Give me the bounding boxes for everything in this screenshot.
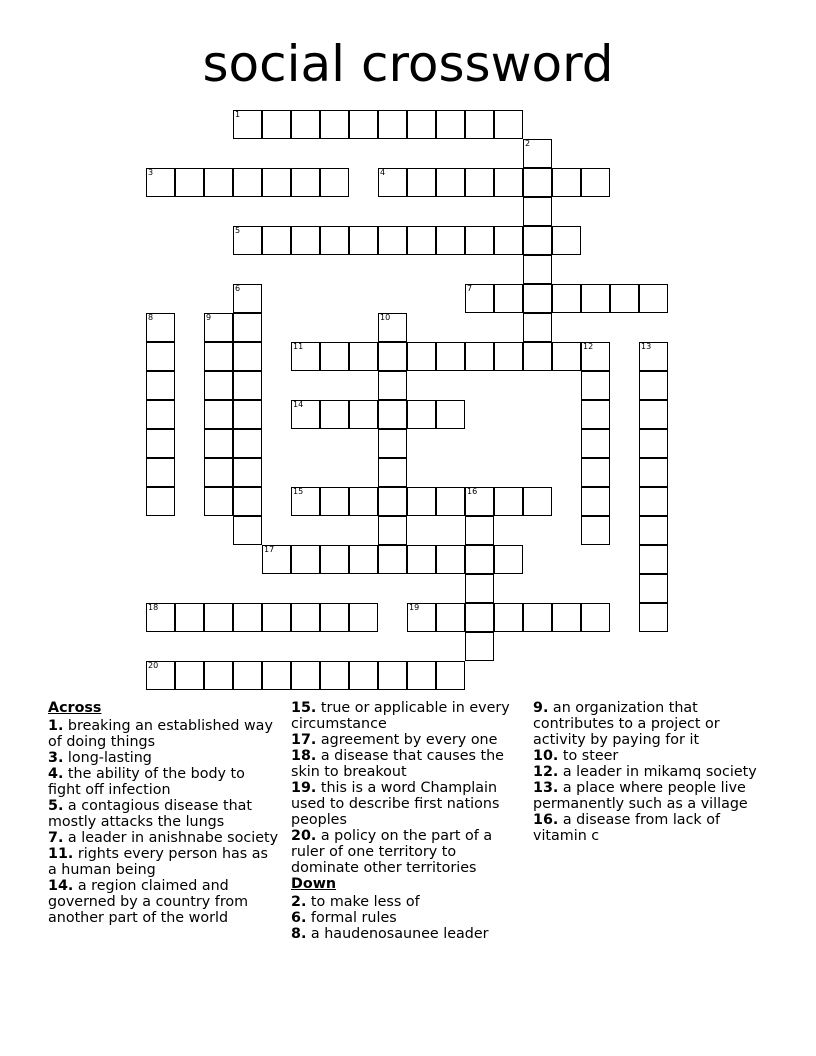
grid-cell[interactable] [610, 284, 639, 313]
grid-cell[interactable] [146, 661, 175, 690]
grid-cell[interactable] [523, 342, 552, 371]
grid-cell[interactable] [378, 226, 407, 255]
clue-text: true or applicable in every circumstance [291, 700, 510, 732]
cell-number: 15 [293, 487, 304, 496]
grid-cell[interactable] [465, 342, 494, 371]
across-clue [291, 780, 523, 828]
grid-cell[interactable] [523, 139, 552, 168]
grid-cell[interactable] [436, 226, 465, 255]
across-clue [291, 828, 523, 876]
clue-text: a region claimed and governed by a country from another part of the world [48, 878, 249, 926]
grid-cell[interactable] [523, 255, 552, 284]
cell-number: 17 [264, 545, 275, 554]
grid-cell[interactable] [639, 574, 668, 603]
grid-cell[interactable] [552, 226, 581, 255]
clue-text: a leader in anishnabe society [63, 830, 279, 846]
grid-cell[interactable] [639, 603, 668, 632]
cell-number: 18 [148, 603, 159, 612]
grid-cell[interactable] [291, 226, 320, 255]
puzzle-title: social crossword [202, 35, 614, 93]
grid-cell[interactable] [465, 545, 494, 574]
grid-cell[interactable] [465, 574, 494, 603]
grid-cell[interactable] [494, 284, 523, 313]
grid-cell[interactable] [204, 661, 233, 690]
down-clue [533, 700, 769, 748]
clue-number: 2. [291, 894, 307, 910]
clue-text: agreement by every one [316, 732, 498, 748]
grid-cell[interactable] [552, 168, 581, 197]
grid-cell[interactable] [378, 545, 407, 574]
grid-cell[interactable] [204, 429, 233, 458]
grid-cell[interactable] [378, 458, 407, 487]
across-clue [48, 830, 280, 846]
clue-number: 17. [291, 732, 317, 748]
grid-cell[interactable] [204, 603, 233, 632]
grid-cell[interactable] [581, 342, 610, 371]
clue-text: a policy on the part of a ruler of one territory to dominate other territories [291, 828, 493, 876]
grid-cell[interactable] [262, 603, 291, 632]
down-clue [533, 764, 769, 780]
clue-number: 13. [533, 780, 559, 796]
grid-cell[interactable] [233, 603, 262, 632]
cell-number: 11 [293, 342, 304, 351]
grid-cell[interactable] [436, 342, 465, 371]
across-clue [48, 878, 280, 926]
clue-text: to make less of [306, 894, 420, 910]
grid-cell[interactable] [523, 197, 552, 226]
clue-number: 4. [48, 766, 64, 782]
cell-number: 14 [293, 400, 304, 409]
grid-cell[interactable] [639, 342, 668, 371]
cell-number: 7 [467, 284, 473, 293]
clues-column-1 [48, 700, 280, 926]
clue-text: a leader in mikamq society [558, 764, 757, 780]
grid-cell[interactable] [436, 168, 465, 197]
clue-text: a haudenosaunee leader [306, 926, 489, 942]
grid-cell[interactable] [639, 545, 668, 574]
grid-cell[interactable] [523, 284, 552, 313]
grid-cell[interactable] [320, 661, 349, 690]
grid-cell[interactable] [639, 487, 668, 516]
grid-cell[interactable] [349, 226, 378, 255]
across-clue [48, 766, 280, 798]
grid-cell[interactable] [465, 284, 494, 313]
grid-cell[interactable] [233, 487, 262, 516]
grid-cell[interactable] [523, 487, 552, 516]
grid-cell[interactable] [349, 342, 378, 371]
clue-text: to steer [558, 748, 619, 764]
grid-cell[interactable] [639, 516, 668, 545]
grid-cell[interactable] [436, 661, 465, 690]
grid-cell[interactable] [581, 603, 610, 632]
grid-cell[interactable] [407, 603, 436, 632]
grid-cell[interactable] [465, 487, 494, 516]
grid-cell[interactable] [146, 458, 175, 487]
grid-cell[interactable] [175, 603, 204, 632]
grid-cell[interactable] [436, 110, 465, 139]
grid-cell[interactable] [523, 168, 552, 197]
grid-cell[interactable] [523, 603, 552, 632]
grid-cell[interactable] [175, 661, 204, 690]
grid-cell[interactable] [262, 110, 291, 139]
grid-cell[interactable] [436, 603, 465, 632]
across-heading: Across [48, 700, 102, 716]
grid-cell[interactable] [291, 661, 320, 690]
across-clue [291, 748, 523, 780]
grid-cell[interactable] [465, 632, 494, 661]
grid-cell[interactable] [581, 516, 610, 545]
clues-column-3 [533, 700, 769, 844]
grid-cell[interactable] [204, 458, 233, 487]
grid-cell[interactable] [320, 168, 349, 197]
clue-number: 20. [291, 828, 317, 844]
down-clue [533, 748, 769, 764]
grid-cell[interactable] [494, 342, 523, 371]
clue-number: 7. [48, 830, 64, 846]
grid-cell[interactable] [639, 371, 668, 400]
grid-cell[interactable] [291, 342, 320, 371]
grid-cell[interactable] [262, 545, 291, 574]
clue-number: 3. [48, 750, 64, 766]
grid-cell[interactable] [146, 603, 175, 632]
grid-cell[interactable] [233, 226, 262, 255]
grid-cell[interactable] [204, 168, 233, 197]
grid-cell[interactable] [233, 342, 262, 371]
grid-cell[interactable] [552, 342, 581, 371]
grid-cell[interactable] [552, 284, 581, 313]
clue-number: 18. [291, 748, 317, 764]
grid-cell[interactable] [146, 342, 175, 371]
grid-cell[interactable] [146, 487, 175, 516]
clue-text: the ability of the body to fight off infection [48, 766, 245, 798]
grid-cell[interactable] [407, 226, 436, 255]
grid-cell[interactable] [349, 661, 378, 690]
across-clue [291, 700, 523, 732]
grid-cell[interactable] [320, 545, 349, 574]
grid-cell[interactable] [494, 487, 523, 516]
grid-cell[interactable] [378, 400, 407, 429]
grid-cell[interactable] [407, 545, 436, 574]
grid-cell[interactable] [639, 429, 668, 458]
grid-cell[interactable] [349, 545, 378, 574]
grid-cell[interactable] [494, 226, 523, 255]
cell-number: 4 [380, 168, 386, 177]
clue-number: 19. [291, 780, 317, 796]
cell-number: 12 [583, 342, 594, 351]
clue-text: a disease from lack of vitamin c [533, 812, 721, 844]
clue-text: rights every person has as a human being [48, 846, 268, 878]
grid-cell[interactable] [146, 371, 175, 400]
grid-cell[interactable] [349, 603, 378, 632]
grid-cell[interactable] [204, 400, 233, 429]
cell-number: 19 [409, 603, 420, 612]
clue-number: 15. [291, 700, 317, 716]
grid-cell[interactable] [204, 487, 233, 516]
grid-cell[interactable] [146, 168, 175, 197]
cell-number: 1 [235, 110, 241, 119]
grid-cell[interactable] [523, 313, 552, 342]
grid-cell[interactable] [407, 400, 436, 429]
grid-cell[interactable] [378, 516, 407, 545]
clue-number: 12. [533, 764, 559, 780]
grid-cell[interactable] [262, 168, 291, 197]
cell-number: 16 [467, 487, 478, 496]
grid-cell[interactable] [378, 313, 407, 342]
grid-cell[interactable] [494, 110, 523, 139]
grid-cell[interactable] [204, 371, 233, 400]
grid-cell[interactable] [581, 168, 610, 197]
grid-cell[interactable] [349, 400, 378, 429]
grid-cell[interactable] [407, 110, 436, 139]
clue-text: a contagious disease that mostly attacks the lungs [48, 798, 253, 830]
across-clue [48, 846, 280, 878]
grid-cell[interactable] [262, 226, 291, 255]
grid-cell[interactable] [320, 226, 349, 255]
clue-number: 14. [48, 878, 74, 894]
grid-cell[interactable] [465, 603, 494, 632]
grid-cell[interactable] [146, 429, 175, 458]
grid-cell[interactable] [291, 168, 320, 197]
grid-cell[interactable] [233, 371, 262, 400]
grid-cell[interactable] [465, 516, 494, 545]
grid-cell[interactable] [291, 400, 320, 429]
grid-cell[interactable] [146, 400, 175, 429]
grid-cell[interactable] [233, 313, 262, 342]
grid-cell[interactable] [436, 487, 465, 516]
grid-cell[interactable] [349, 110, 378, 139]
grid-cell[interactable] [378, 168, 407, 197]
grid-cell[interactable] [291, 603, 320, 632]
grid-cell[interactable] [175, 168, 204, 197]
grid-cell[interactable] [581, 458, 610, 487]
clue-text: an organization that contributes to a project or activity by paying for it [533, 700, 720, 748]
grid-cell[interactable] [233, 400, 262, 429]
cell-number: 20 [148, 661, 159, 670]
grid-cell[interactable] [378, 487, 407, 516]
grid-cell[interactable] [291, 545, 320, 574]
grid-cell[interactable] [233, 284, 262, 313]
cell-number: 13 [641, 342, 652, 351]
grid-cell[interactable] [204, 342, 233, 371]
down-clue [291, 894, 523, 910]
grid-cell[interactable] [494, 603, 523, 632]
grid-cell[interactable] [233, 110, 262, 139]
grid-cell[interactable] [378, 342, 407, 371]
grid-cell[interactable] [494, 545, 523, 574]
clue-text: formal rules [306, 910, 397, 926]
clues-column-2 [291, 700, 523, 942]
clue-number: 1. [48, 718, 64, 734]
clue-number: 16. [533, 812, 559, 828]
grid-cell[interactable] [494, 168, 523, 197]
clue-number: 9. [533, 700, 549, 716]
grid-cell[interactable] [349, 487, 378, 516]
grid-cell[interactable] [204, 313, 233, 342]
cell-number: 10 [380, 313, 391, 322]
grid-cell[interactable] [262, 661, 291, 690]
clue-number: 11. [48, 846, 74, 862]
down-clue [533, 812, 769, 844]
grid-cell[interactable] [378, 110, 407, 139]
grid-cell[interactable] [233, 429, 262, 458]
grid-cell[interactable] [639, 284, 668, 313]
grid-cell[interactable] [233, 661, 262, 690]
grid-cell[interactable] [378, 371, 407, 400]
grid-cell[interactable] [378, 429, 407, 458]
clue-text: long-lasting [63, 750, 152, 766]
down-clue [533, 780, 769, 812]
clue-text: a disease that causes the skin to breakout [291, 748, 504, 780]
down-clue [291, 926, 523, 942]
grid-cell[interactable] [233, 458, 262, 487]
grid-cell[interactable] [639, 400, 668, 429]
grid-cell[interactable] [581, 429, 610, 458]
clue-text: this is a word Champlain used to describe first nations peoples [291, 780, 500, 828]
down-heading: Down [291, 876, 337, 892]
across-clue [48, 798, 280, 830]
grid-cell[interactable] [581, 284, 610, 313]
grid-cell[interactable] [407, 342, 436, 371]
grid-cell[interactable] [436, 545, 465, 574]
grid-cell[interactable] [581, 400, 610, 429]
grid-cell[interactable] [320, 110, 349, 139]
grid-cell[interactable] [320, 487, 349, 516]
across-clue [48, 718, 280, 750]
grid-cell[interactable] [465, 168, 494, 197]
grid-cell[interactable] [581, 487, 610, 516]
grid-cell[interactable] [291, 110, 320, 139]
grid-cell[interactable] [291, 487, 320, 516]
across-clue [48, 750, 280, 766]
clue-text: breaking an established way of doing things [48, 718, 273, 750]
grid-cell[interactable] [581, 371, 610, 400]
cell-number: 2 [525, 139, 531, 148]
grid-cell[interactable] [465, 110, 494, 139]
grid-cell[interactable] [407, 661, 436, 690]
grid-cell[interactable] [320, 603, 349, 632]
grid-cell[interactable] [146, 313, 175, 342]
cell-number: 5 [235, 226, 241, 235]
grid-cell[interactable] [523, 226, 552, 255]
grid-cell[interactable] [552, 603, 581, 632]
across-clue [291, 732, 523, 748]
grid-cell[interactable] [233, 168, 262, 197]
grid-cell[interactable] [407, 487, 436, 516]
cell-number: 8 [148, 313, 154, 322]
clue-number: 5. [48, 798, 64, 814]
grid-cell[interactable] [320, 400, 349, 429]
grid-cell[interactable] [378, 661, 407, 690]
clue-number: 10. [533, 748, 559, 764]
grid-cell[interactable] [320, 342, 349, 371]
grid-cell[interactable] [233, 516, 262, 545]
down-clue [291, 910, 523, 926]
grid-cell[interactable] [465, 226, 494, 255]
clue-number: 8. [291, 926, 307, 942]
grid-cell[interactable] [436, 400, 465, 429]
cell-number: 9 [206, 313, 212, 322]
clue-number: 6. [291, 910, 307, 926]
grid-cell[interactable] [407, 168, 436, 197]
cell-number: 6 [235, 284, 241, 293]
grid-cell[interactable] [639, 458, 668, 487]
clue-text: a place where people live permanently such as a village [533, 780, 748, 812]
cell-number: 3 [148, 168, 154, 177]
